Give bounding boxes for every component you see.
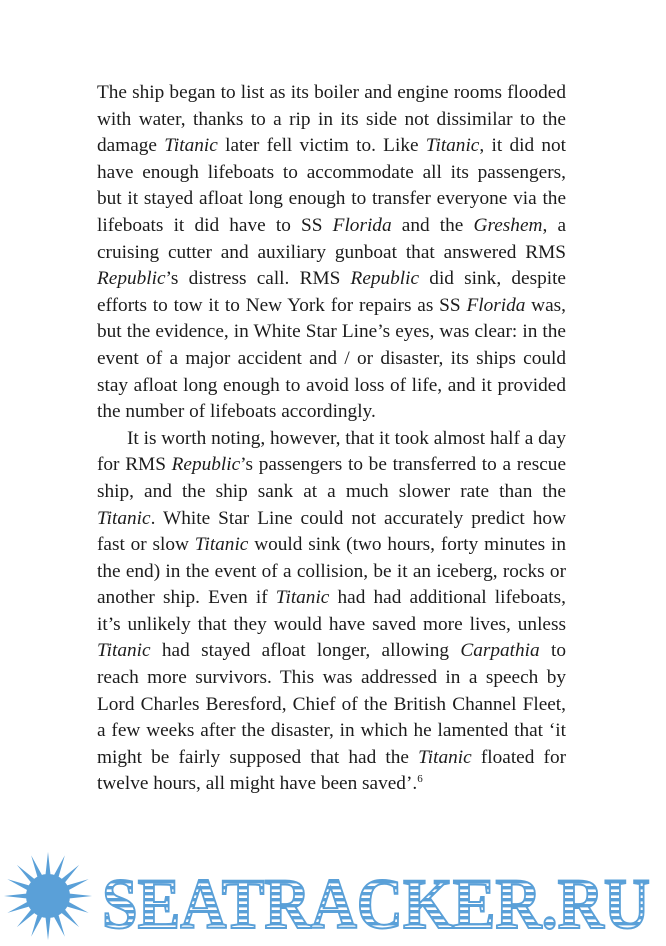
sun-ray: [31, 914, 42, 936]
sun-ray: [61, 865, 79, 883]
ship-name: Titanic: [275, 587, 330, 609]
paragraph-2: It is worth noting, however, that it took almost half a day for RMS Republic’s passengers to be transferred to a rescue ship, and the ship sank at a much slower rate than the Titanic. White Star Line could not accurately predict how fast or slow Titanic would sink (two hours, forty minutes in the end) in the event of a collision, be it an iceberg, rocks or another ship. Even if Titanic had had additional lifeboats, it’s unlikely that they would have saved more lives, unless Titanic had stayed afloat longer, allowing Carpathia to reach more survivors. This was addressed in a speech by Lord Charles Beresford, Chief of the British Channel Fleet, a few weeks after the disaster, in which he lamented that ‘it might be fairly supposed that had the Titanic floated for twelve hours, all might have been saved’.$^6$: [97, 427, 567, 795]
watermark-text: SEATRACKER.RU: [102, 864, 650, 944]
ship-name: Titanic: [97, 507, 151, 529]
ship-name: Florida: [466, 294, 526, 316]
sun-ray: [45, 852, 50, 875]
sun-ray: [61, 909, 79, 927]
sun-ray: [7, 879, 29, 890]
sun-ray: [7, 902, 29, 913]
ship-name: Greshem: [473, 214, 543, 236]
ship-name: Titanic: [164, 135, 218, 157]
sun-logo-icon: [4, 852, 92, 940]
sun-ray: [17, 909, 35, 927]
sun-ray: [54, 855, 65, 877]
ship-name: Titanic: [425, 135, 480, 157]
sun-ray: [17, 865, 35, 883]
body-text: [97, 80, 566, 798]
ship-name: Titanic: [97, 640, 151, 662]
sun-ray: [66, 902, 88, 913]
ship-name: Carpathia: [460, 640, 540, 662]
sun-ray: [54, 914, 65, 936]
watermark: [0, 850, 666, 946]
ship-name: Titanic: [418, 746, 472, 768]
sun-ray: [4, 893, 27, 898]
sun-ray: [69, 893, 92, 898]
ship-name: Republic: [171, 454, 241, 476]
sun-ray: [66, 879, 88, 890]
paragraph-1: The ship began to list as its boiler and engine rooms flooded with water, thanks to a rip in its side not dissimilar to the damage Titanic later fell victim to. Like Titanic, it did not have enough lifeboats to accommodate all its passengers, but it stayed afloat long enough to transfer everyone via the lifeboats it did have to SS Florida and the Greshem, a cruising cutter and auxiliary gunboat that answered RMS Republic’s distress call. RMS Republic did sink, despite efforts to tow it to New York for repairs as SS Florida was, but the evidence, in White Star Line’s eyes, was clear: in the event of a major accident and / or disaster, its ships could stay afloat long enough to avoid loss of life, and it provided the number of lifeboats accordingly.: [97, 82, 566, 423]
ship-name: Republic: [97, 268, 166, 290]
ship-name: Florida: [332, 214, 392, 236]
footnote-marker: 6: [417, 773, 423, 786]
sun-ray: [45, 917, 50, 940]
ship-name: Titanic: [194, 534, 249, 556]
sun-ray: [31, 855, 42, 877]
ship-name: Republic: [350, 268, 420, 290]
